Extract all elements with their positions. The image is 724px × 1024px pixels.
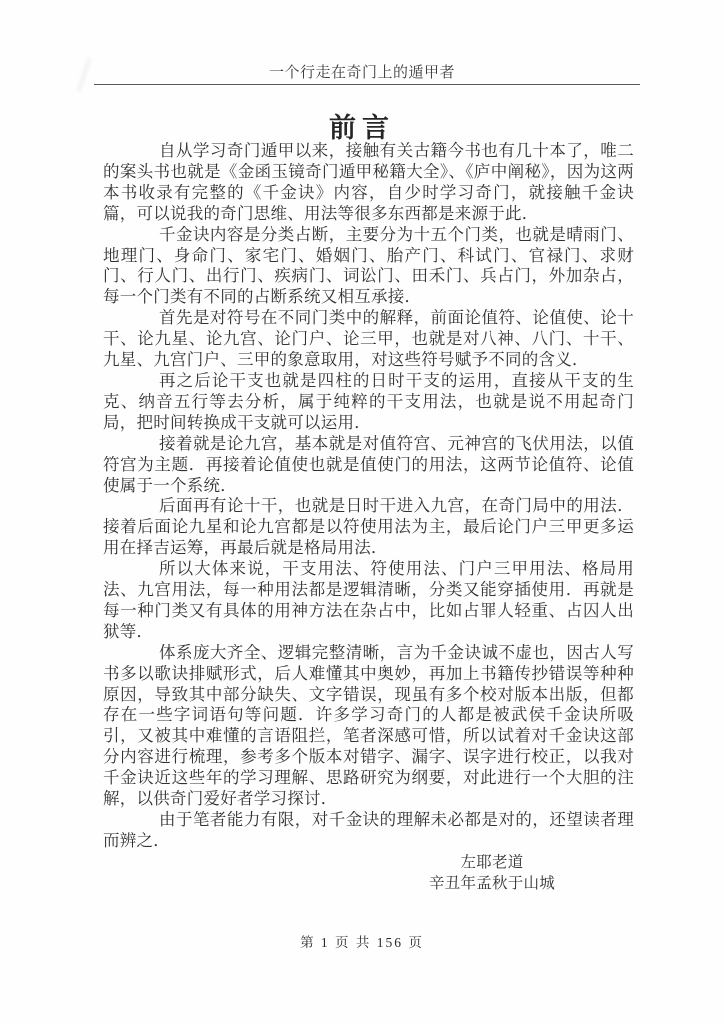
paragraph-system: 体系庞大齐全、逻辑完整清晰，言为千金诀诚不虚也，因古人写书多以歌诀排赋形式，后人难懂其中奥妙，再加上书籍传抄错误等种种原因，导致其中部分缺失、文字错误，现虽有多个校对版本出版，但都存在一些字词语句等问题．许多学习奇门的人都是被武侯千金诀所吸引，又被其中难懂的言语阻拦，笔者深感可惜，所以试着对千金诀这部分内容进行梳理，参考多个版本对错字、漏字、误字进行校正，以我对千金诀近这些年的学习理解、思路研究为纲要，对此进行一个大胆的注解，以供奇门爱好者学习探讨． (103, 642, 634, 809)
paragraph-ganzhi: 再之后论干支也就是四柱的日时干支的运用，直接从干支的生克、纳音五行等去分析，属于纯粹的干支用法，也就是说不用起奇门局，把时间转换成干支就可以运用． (103, 370, 634, 432)
paragraph-summary: 所以大体来说，干支用法、符使用法、门户三甲用法、格局用法、九宫用法，每一种用法都是逻辑清晰，分类又能穿插使用．再就是每一种门类又有具体的用神方法在杂占中，比如占罪人轻重、占囚人出狱等． (103, 559, 634, 641)
page-footer (0, 931, 724, 951)
paragraph-symbols: 首先是对符号在不同门类中的解释，前面论值符、论值使、论十干、论九星、论九宫、论门户、论三甲，也就是对八神、八门、十干、九星、九宫门户、三甲的象意取用，对这些符号赋予不同的含义． (103, 308, 634, 370)
paragraph-shigan: 后面再有论十干，也就是日时干进入九宫，在奇门局中的用法．接着后面论九星和论九宫都是以符使用法为主，最后论门户三甲更多运用在择吉运筹，再最后就是格局用法． (103, 496, 634, 558)
running-header-title: 一个行走在奇门上的遁甲者 (268, 65, 455, 81)
paragraph-jiugong: 接着就是论九宫，基本就是对值符宫、元神宫的飞伏用法，以值符宫为主题．再接着论值使也就是值使门的用法，这两节论值符、论值使属于一个系统． (103, 433, 634, 495)
paragraph-intro: 自从学习奇门遁甲以来，接触有关古籍今书也有几十本了，唯二的案头书也就是《金函玉镜奇门遁甲秘籍大全》、《庐中阐秘》，因为这两本书收录有完整的《千金诀》内容，自少时学习奇门，就接触千金诀篇，可以说我的奇门思维、用法等很多东西都是来源于此． (103, 141, 634, 223)
paragraph-closing: 由于笔者能力有限，对千金诀的理解未必都是对的，还望读者理而辨之． (103, 810, 634, 850)
header-divider (94, 84, 640, 85)
document-title: 前言 (329, 113, 395, 143)
signature-date-place: 辛丑年孟秋于山城 (428, 874, 555, 892)
page-number-label: 第 1 页 共 156 页 (300, 935, 424, 950)
paragraph-categories: 千金诀内容是分类占断，主要分为十五个门类，也就是晴雨门、地理门、身命门、家宅门、婚姻门、胎产门、科试门、官禄门、求财门、行人门、出行门、疾病门、词讼门、田禾门、兵占门，外加杂占，每一个门类有不同的占断系统又相互承接． (103, 224, 634, 307)
document-body (103, 141, 634, 894)
signature-name: 左耶老道 (460, 853, 524, 871)
signature-block (429, 852, 555, 894)
